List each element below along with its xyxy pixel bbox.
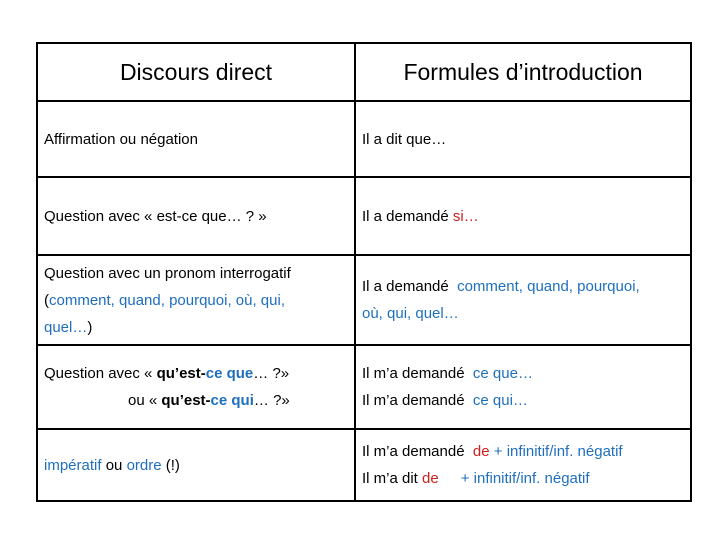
table-row: [37, 345, 691, 429]
cell-line: [44, 260, 348, 287]
cell-line: [44, 287, 348, 314]
header-formules-introduction: Formules d’introduction: [355, 43, 691, 101]
row-question-estceque-left: [37, 177, 355, 255]
paren-close: ): [87, 318, 93, 336]
highlight-si: si…: [452, 207, 479, 225]
cell-text: Il m’a dit: [362, 470, 418, 487]
highlight-ce-qui: ce qui: [210, 392, 254, 409]
table-row: [37, 255, 691, 345]
cell-text: … ?»: [253, 392, 290, 409]
highlight-ordre: ordre: [126, 456, 162, 474]
cell-text: Question avec un pronom interrogatif: [44, 264, 291, 282]
cell-text: qu’est-: [156, 365, 206, 382]
cell-text: Affirmation ou négation: [44, 130, 198, 148]
cell-text: Question avec «: [44, 365, 157, 382]
cell-text: Question avec « est-ce que… ? »: [44, 207, 267, 225]
cell-line: [362, 438, 684, 465]
cell-text: Il m’a demandé: [362, 443, 465, 460]
cell-text: qu’est-: [161, 392, 211, 409]
table-row: [37, 101, 691, 177]
table-row: [37, 429, 691, 501]
highlight-ce-que: ce que…: [472, 365, 533, 382]
cell-text: Il a dit que…: [362, 130, 447, 148]
row-imperatif-left: [37, 429, 355, 501]
cell-line: [44, 360, 348, 387]
cell-text: Il m’a demandé: [362, 365, 465, 382]
row-pronom-interrogatif-right: [355, 255, 691, 345]
cell-line: [362, 387, 684, 414]
interrogative-quel: quel…: [44, 318, 88, 336]
interrogatives-list: où, qui, quel…: [362, 305, 459, 322]
highlight-de: de: [472, 443, 490, 460]
table-header-row: [37, 43, 691, 101]
row-questce-right: [355, 345, 691, 429]
cell-line: [362, 360, 684, 387]
paren-open: (: [44, 291, 49, 309]
highlight-imperatif: impératif: [44, 456, 102, 474]
table-row: [37, 177, 691, 255]
cell-text: (!): [161, 456, 180, 474]
header-discours-direct: Discours direct: [37, 43, 355, 101]
cell-text: ou «: [128, 392, 162, 409]
cell-text: Il a demandé: [362, 207, 449, 225]
cell-text: ou: [101, 456, 127, 474]
cell-line: [44, 314, 348, 341]
cell-text: Il a demandé: [362, 278, 449, 295]
cell-line: [44, 387, 348, 414]
highlight-ce-que: ce que: [205, 365, 254, 382]
row-affirmation-left: [37, 101, 355, 177]
interrogatives-list: comment, quand, pourquoi, où, qui,: [49, 291, 285, 309]
highlight-ce-qui: ce qui…: [472, 392, 528, 409]
interrogatives-list: comment, quand, pourquoi,: [457, 278, 640, 295]
row-pronom-interrogatif-left: [37, 255, 355, 345]
row-affirmation-right: [355, 101, 691, 177]
cell-line: [362, 273, 684, 300]
row-questce-left: [37, 345, 355, 429]
cell-line: [362, 465, 684, 492]
cell-text: … ?»: [253, 365, 290, 382]
row-question-estceque-right: [355, 177, 691, 255]
highlight-de: de: [422, 470, 439, 487]
reported-speech-table: [36, 42, 692, 502]
cell-text: + infinitif/inf. négatif: [493, 443, 623, 460]
cell-text: Il m’a demandé: [362, 392, 465, 409]
row-imperatif-right: [355, 429, 691, 501]
cell-text: + infinitif/inf. négatif: [460, 470, 590, 487]
cell-line: [362, 300, 684, 327]
